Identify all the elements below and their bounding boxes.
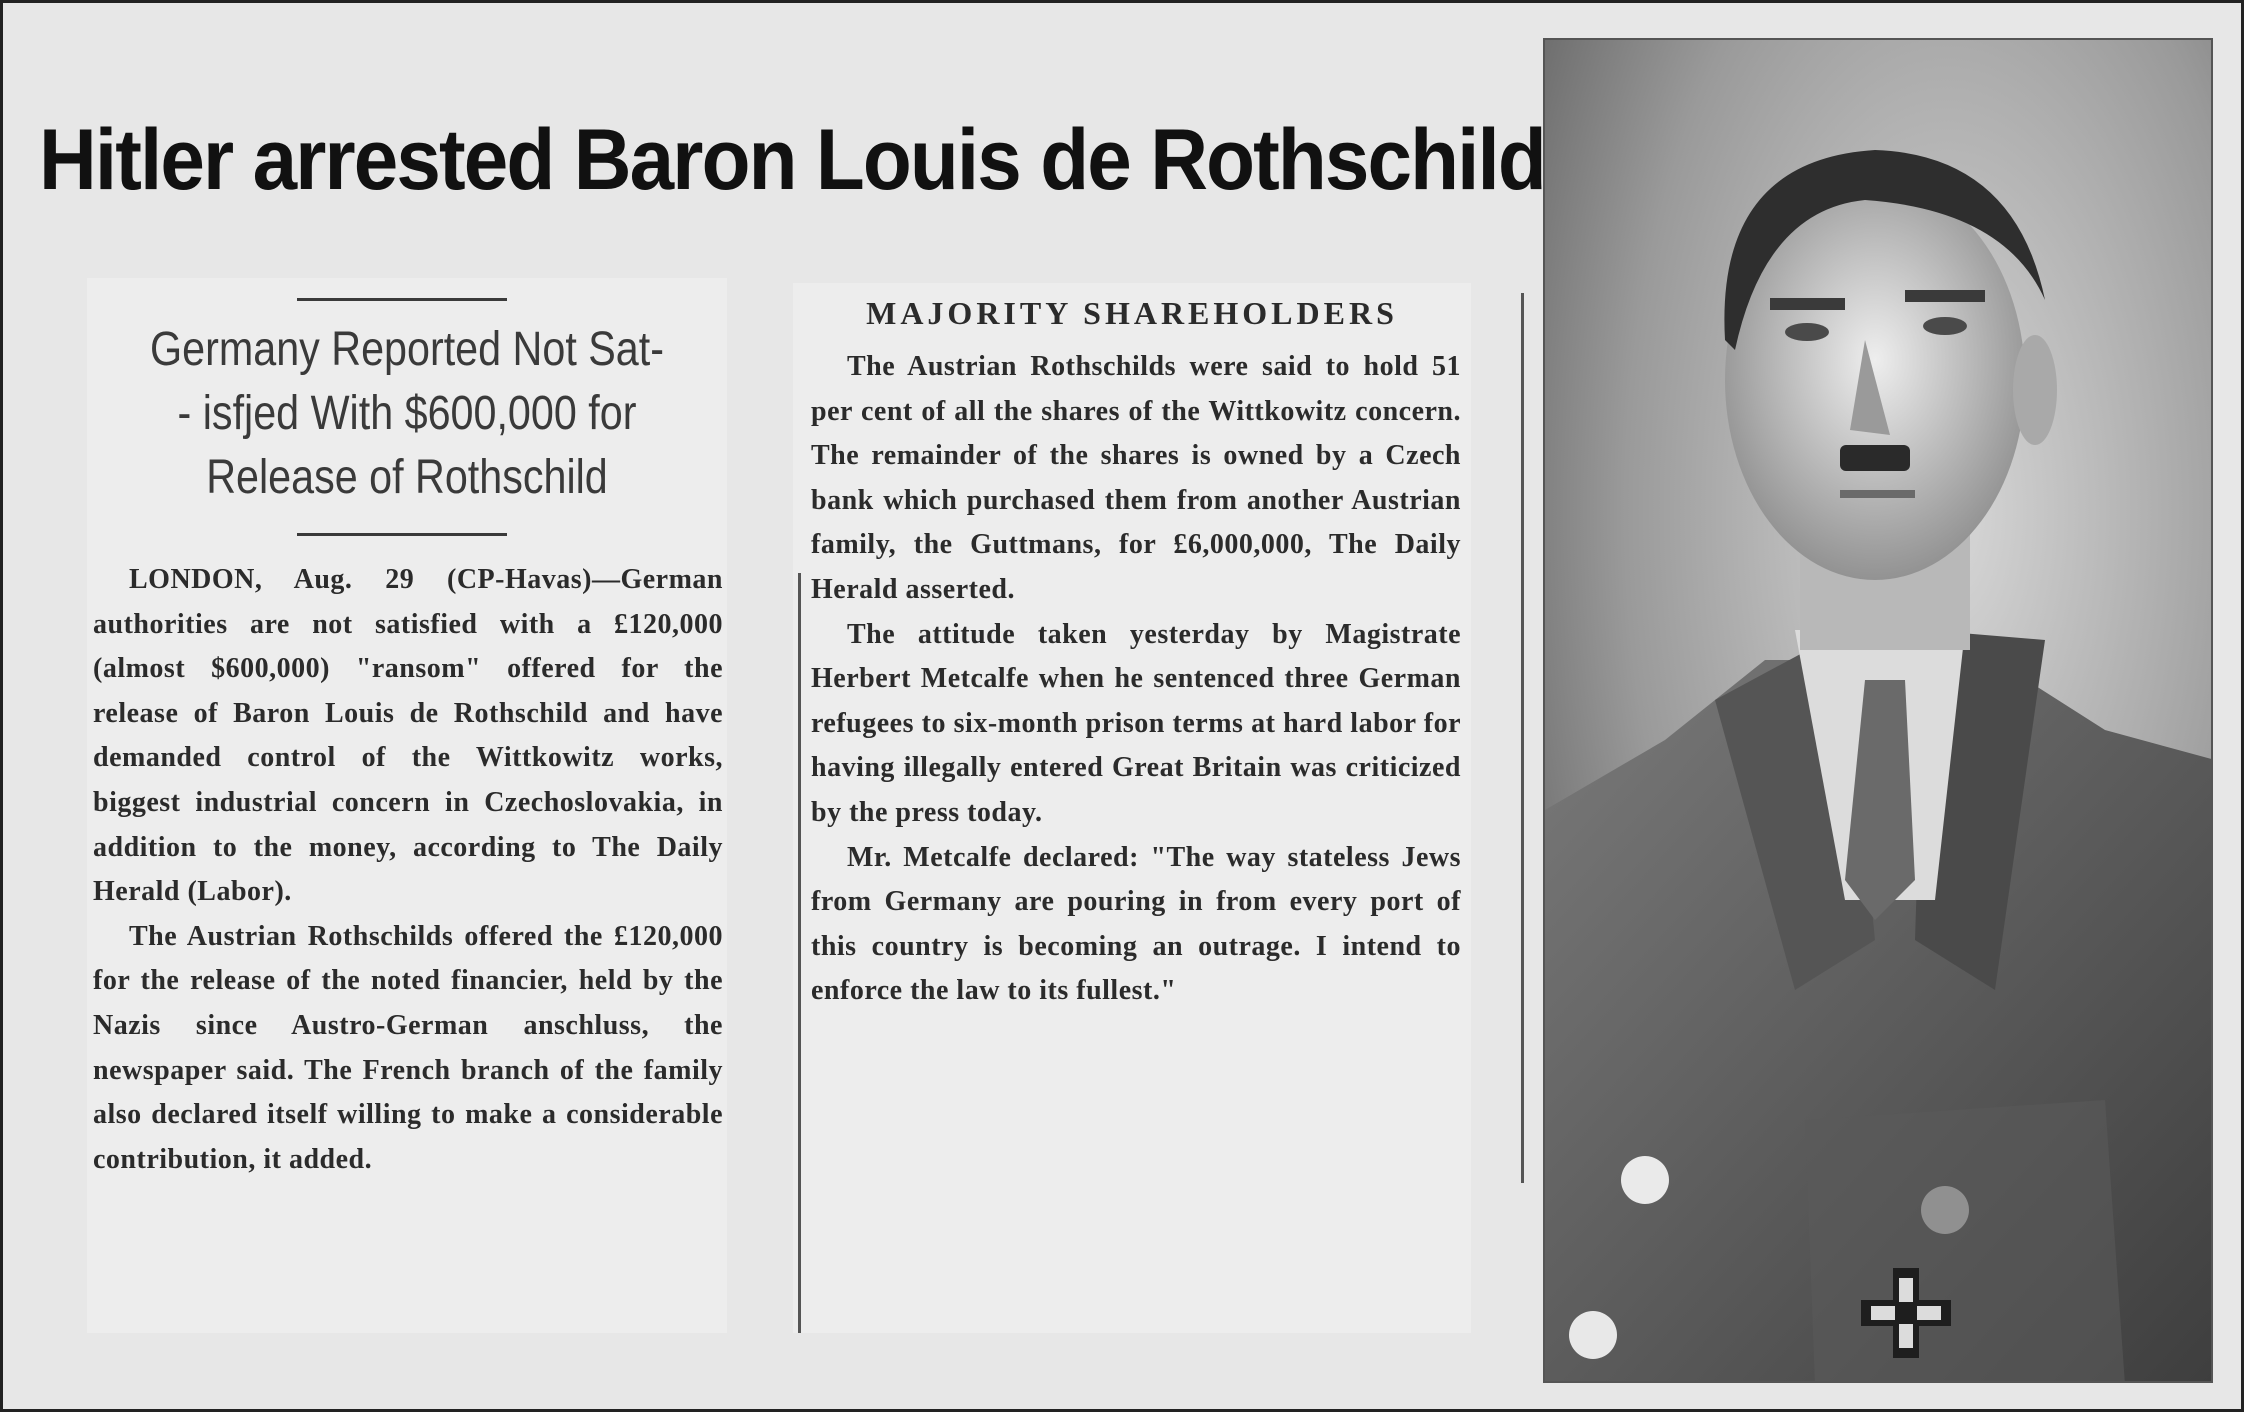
article-paragraph: LONDON, Aug. 29 (CP-Havas)—German authorities are not satisfied with a £120,000 (almost $600,000) "ransom" offered for the release of Baron Louis de Rothschild and have demanded control of the Wittkowitz works, biggest industrial concern in Czechoslovakia, in addition to the money, according to The Daily Herald (Labor). — [93, 564, 723, 908]
top-rule — [297, 298, 507, 301]
column-divider — [1521, 293, 1524, 1183]
subhead-line: - isfjed With $600,000 for — [177, 387, 637, 440]
section-heading: MAJORITY SHAREHOLDERS — [866, 295, 1398, 331]
portrait-photo-icon — [1543, 38, 2213, 1383]
bottom-rule — [297, 533, 507, 536]
column-divider — [798, 573, 801, 1333]
subhead-line: Release of Rothschild — [206, 451, 608, 504]
article-paragraph: The Austrian Rothschilds were said to hold 51 per cent of all the shares of the Wittkowitz concern. The remainder of the shares is owned by a Czech bank which purchased them from another Austrian family, the Guttmans, for £6,000,000, The Daily Herald asserted. — [811, 351, 1461, 605]
subhead-line: Germany Reported Not Sat- — [150, 323, 664, 376]
left-clipping — [87, 278, 727, 1333]
article-paragraph: The Austrian Rothschilds offered the £120,000 for the release of the noted financier, held by the Nazis since Austro-German anschluss, the newspaper said. The French branch of the family also declared itself willing to make a considerable contribution, it added. — [93, 920, 723, 1175]
article-subhead — [132, 318, 682, 510]
left-article-body — [93, 558, 723, 1182]
right-article-body — [811, 345, 1461, 1014]
article-paragraph: The attitude taken yesterday by Magistrate Herbert Metcalfe when he sentenced three German refugees to six-month prison terms at hard labor for having illegally entered Great Britain was criticized by the press today. — [811, 618, 1461, 828]
page-headline: Hitler arrested Baron Louis de Rothschild — [39, 112, 1545, 208]
right-clipping — [793, 283, 1471, 1333]
portrait-illustration — [1545, 40, 2213, 1383]
article-paragraph: Mr. Metcalfe declared: "The way stateless Jews from Germany are pouring in from every port of this country is becoming an outrage. I intend to enforce the law to its fullest." — [811, 841, 1461, 1007]
